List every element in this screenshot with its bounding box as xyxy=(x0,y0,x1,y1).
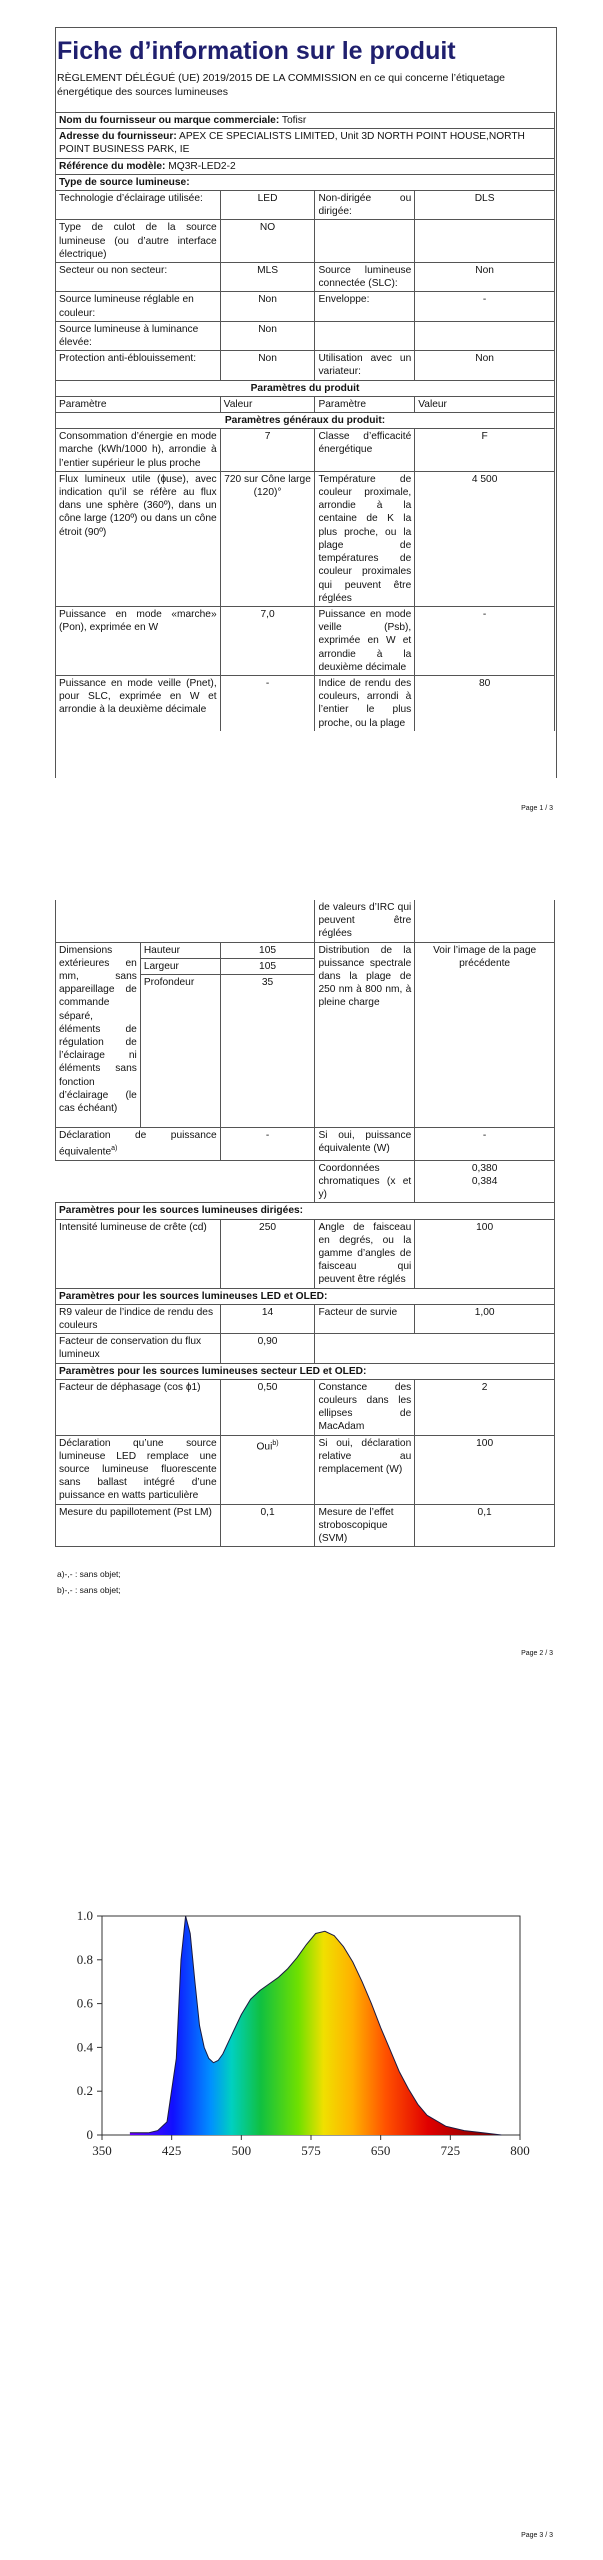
page-number: Page 1 / 3 xyxy=(521,805,553,812)
page-number: Page 2 / 3 xyxy=(521,1650,553,1657)
param-label: Déclaration de puissance équivalente$^{a)}$ xyxy=(56,1128,221,1161)
type-label: Source lumineuse connectée (SLC): xyxy=(315,263,415,292)
param-label: R9 valeur de l’indice de rendu des couleurs xyxy=(56,1304,221,1333)
type-value: - xyxy=(415,292,555,321)
x-tick-label: 575 xyxy=(301,2143,321,2158)
type-value xyxy=(415,321,555,350)
depth-label: Profondeur xyxy=(140,975,220,1128)
footnote-a: a)-,- : sans objet; xyxy=(57,1569,121,1579)
x-axis xyxy=(92,2135,530,2158)
type-row xyxy=(56,220,555,263)
dimensions-row xyxy=(56,942,555,958)
address-row xyxy=(56,129,555,158)
param-label: Mesure du papillotement (Pst LM) xyxy=(56,1504,221,1547)
type-label: Utilisation avec un variateur: xyxy=(315,351,415,380)
param-label: Constance des couleurs dans les ellipses de MacAdam xyxy=(315,1379,415,1435)
empty-cell xyxy=(315,1334,415,1363)
param-label: Angle de faisceau en degrés, ou la gamme d’angles de faisceau qui peuvent être réglés xyxy=(315,1219,415,1288)
height-value: 105 xyxy=(220,942,315,958)
param-value: 14 xyxy=(220,1304,315,1333)
replacement-value: Oui xyxy=(256,1441,273,1453)
param-value: 0,90 xyxy=(220,1334,315,1363)
y-axis xyxy=(77,1908,102,2142)
empty-cell xyxy=(415,900,555,942)
model-row xyxy=(56,158,555,174)
width-label: Largeur xyxy=(140,958,220,974)
type-label: Enveloppe: xyxy=(315,292,415,321)
param-label: Consommation d’énergie en mode marche (kWh/1000 h), arrondie à l’entier supérieur le plus proche xyxy=(56,429,221,472)
param-value: Oui$^{b)}$ xyxy=(220,1435,315,1504)
param-label: Facteur de conservation du flux lumineux xyxy=(56,1334,221,1363)
param-label: Indice de rendu des couleurs, arrondi à l’entier le plus proche, ou la plage xyxy=(315,675,415,730)
param-value: 7 xyxy=(220,429,315,472)
param-label: de valeurs d’IRC qui peuvent être réglées xyxy=(315,900,415,942)
type-value: MLS xyxy=(220,263,315,292)
product-info-table xyxy=(55,112,555,731)
type-label: Non-dirigée ou dirigée: xyxy=(315,191,415,220)
model-label: Référence du modèle: xyxy=(59,160,166,172)
param-value: 4 500 xyxy=(415,471,555,606)
supplier-value: Tofisr xyxy=(281,115,307,126)
y-tick-label: 0.6 xyxy=(76,1995,93,2011)
x-tick-label: 650 xyxy=(370,2143,391,2158)
param-value: 7,0 xyxy=(220,606,315,675)
chroma-x: 0,380 xyxy=(471,1162,498,1174)
type-heading: Type de source lumineuse: xyxy=(56,174,555,190)
param-label: Si oui, déclaration relative au remplacement (W) xyxy=(315,1435,415,1504)
param-value: 1,00 xyxy=(415,1304,555,1333)
x-tick-label: 500 xyxy=(231,2143,252,2158)
param-value: 2 xyxy=(415,1379,555,1435)
param-value xyxy=(415,1160,555,1203)
param-row xyxy=(56,1219,555,1288)
param-value: 80 xyxy=(415,675,555,730)
param-row xyxy=(56,675,555,730)
param-label: Puissance en mode veille (Psb), exprimée en W et arrondie à la deuxième décimale xyxy=(315,606,415,675)
equivalent-label: Déclaration de puissance équivalente xyxy=(59,1130,217,1158)
directed-heading: Paramètres pour les sources lumineuses dirigées: xyxy=(56,1203,555,1219)
param-row xyxy=(56,1334,555,1363)
document-title: Fiche d’information sur le produit xyxy=(57,37,456,65)
type-row xyxy=(56,321,555,350)
param-value: 250 xyxy=(220,1219,315,1288)
param-label: Température de couleur proximale, arrondie à la centaine de K la plus proche, ou la plage de températures de couleur proximales qui peuvent être réglées xyxy=(315,471,415,606)
param-label: Déclaration qu’une source lumineuse LED remplace une source lumineuse fluorescente sans ballast intégré d’une puissance en watts particulière xyxy=(56,1435,221,1504)
type-label: Source lumineuse réglable en couleur: xyxy=(56,292,221,321)
column-header: Valeur xyxy=(415,396,555,412)
type-value: NO xyxy=(220,220,315,263)
page-number: Page 3 / 3 xyxy=(521,2532,553,2539)
regulation-text: RÈGLEMENT DÉLÉGUÉ (UE) 2019/2015 DE LA COMMISSION en ce qui concerne l’étiquetage énergétique des sources lumineuses xyxy=(57,72,506,98)
param-row xyxy=(56,900,555,942)
column-header: Paramètre xyxy=(315,396,415,412)
height-label: Hauteur xyxy=(140,942,220,958)
param-value: - xyxy=(220,675,315,730)
led-oled-heading: Paramètres pour les sources lumineuses LED et OLED: xyxy=(56,1288,555,1304)
param-value: 100 xyxy=(415,1219,555,1288)
param-label: Facteur de déphasage (cos ɸ1) xyxy=(56,1379,221,1435)
y-tick-label: 0 xyxy=(86,2127,93,2142)
footnote-b: b)-,- : sans objet; xyxy=(57,1585,121,1595)
param-row xyxy=(56,606,555,675)
param-value: - xyxy=(415,1128,555,1161)
param-label: Classe d’efficacité énergétique xyxy=(315,429,415,472)
type-label: Protection anti-éblouissement: xyxy=(56,351,221,380)
param-label: Intensité lumineuse de crête (cd) xyxy=(56,1219,221,1288)
general-params-heading: Paramètres généraux du produit: xyxy=(56,413,555,429)
spectrum-area xyxy=(130,1916,502,2135)
chroma-y: 0,384 xyxy=(471,1176,498,1188)
depth-value: 35 xyxy=(220,975,315,1128)
supplier-label: Nom du fournisseur ou marque commerciale: xyxy=(59,115,280,126)
type-value: Non xyxy=(220,351,315,380)
column-header: Valeur xyxy=(220,396,315,412)
empty-cell xyxy=(415,1334,555,1363)
type-value xyxy=(415,220,555,263)
width-value: 105 xyxy=(220,958,315,974)
param-row xyxy=(56,1128,555,1161)
param-label: Puissance en mode veille (Pnet), pour SLC, exprimée en W et arrondie à la deuxième décimale xyxy=(56,675,221,730)
y-tick-label: 0.2 xyxy=(76,2083,93,2099)
param-value: 100 xyxy=(415,1435,555,1504)
empty-cell xyxy=(56,1160,315,1203)
param-label: Flux lumineux utile (ɸuse), avec indication qu’il se réfère au flux dans une sphère (360º), dans un cône large (120º) ou dans un cône étroit (90º) xyxy=(56,471,221,606)
product-info-table-continued xyxy=(55,900,555,1547)
type-label: Secteur ou non secteur: xyxy=(56,263,221,292)
x-tick-label: 350 xyxy=(92,2143,112,2158)
spd-value: Voir l’image de la page précédente xyxy=(415,942,555,1127)
param-row xyxy=(56,1504,555,1547)
param-row xyxy=(56,471,555,606)
type-value: Non xyxy=(220,321,315,350)
type-value: LED xyxy=(220,191,315,220)
param-value: - xyxy=(415,606,555,675)
param-label: Mesure de l’effet stroboscopique (SVM) xyxy=(315,1504,415,1547)
param-value: 0,50 xyxy=(220,1379,315,1435)
param-value: 720 sur Cône large (120)° xyxy=(220,471,315,606)
type-row xyxy=(56,263,555,292)
type-value: Non xyxy=(415,263,555,292)
param-value: 0,1 xyxy=(415,1504,555,1547)
y-tick-label: 1.0 xyxy=(76,1908,93,1923)
type-row xyxy=(56,191,555,220)
param-value: F xyxy=(415,429,555,472)
type-label: Technologie d’éclairage utilisée: xyxy=(56,191,221,220)
param-value: - xyxy=(220,1128,315,1161)
params-heading: Paramètres du produit xyxy=(56,380,555,396)
address-value: APEX CE SPECIALISTS LIMITED, Unit 3D NORTH POINT HOUSE,NORTH POINT BUSINESS PARK, IE xyxy=(59,131,525,156)
y-tick-label: 0.4 xyxy=(76,2039,93,2055)
type-label: Source lumineuse à luminance élevée: xyxy=(56,321,221,350)
type-row xyxy=(56,351,555,380)
param-row xyxy=(56,1304,555,1333)
mains-led-heading: Paramètres pour les sources lumineuses secteur LED et OLED: xyxy=(56,1363,555,1379)
x-tick-label: 725 xyxy=(440,2143,461,2158)
param-value: 0,1 xyxy=(220,1504,315,1547)
param-row xyxy=(56,1379,555,1435)
model-value: MQ3R-LED2-2 xyxy=(168,160,236,172)
empty-cell xyxy=(56,900,315,942)
param-label: Coordonnées chromatiques (x et y) xyxy=(315,1160,415,1203)
spd-label: Distribution de la puissance spectrale dans la plage de 250 nm à 800 nm, à pleine charge xyxy=(315,942,415,1127)
address-label: Adresse du fournisseur: xyxy=(59,131,177,143)
spectral-distribution-chart xyxy=(50,1880,550,2180)
type-value: Non xyxy=(415,351,555,380)
x-tick-label: 425 xyxy=(161,2143,182,2158)
params-header-row xyxy=(56,396,555,412)
dimensions-label: Dimensions extérieures en mm, sans appareillage de commande séparé, éléments de régulation de l’éclairage ni éléments sans fonction d’éclairage (le cas échéant) xyxy=(56,942,141,1127)
type-value: Non xyxy=(220,292,315,321)
y-tick-label: 0.8 xyxy=(76,1951,93,1967)
param-row xyxy=(56,1160,555,1203)
supplier-row xyxy=(56,113,555,129)
type-value: DLS xyxy=(415,191,555,220)
page-1 xyxy=(0,0,603,820)
param-label: Puissance en mode «marche» (Pon), exprimée en W xyxy=(56,606,221,675)
param-label: Si oui, puissance équivalente (W) xyxy=(315,1128,415,1161)
column-header: Paramètre xyxy=(56,396,221,412)
type-label xyxy=(315,220,415,263)
type-label: Type de culot de la source lumineuse (ou d’autre interface électrique) xyxy=(56,220,221,263)
param-row xyxy=(56,429,555,472)
type-row xyxy=(56,292,555,321)
type-label xyxy=(315,321,415,350)
page-2 xyxy=(0,820,603,1680)
param-row xyxy=(56,1435,555,1504)
param-label: Facteur de survie xyxy=(315,1304,415,1333)
x-tick-label: 800 xyxy=(510,2143,530,2158)
